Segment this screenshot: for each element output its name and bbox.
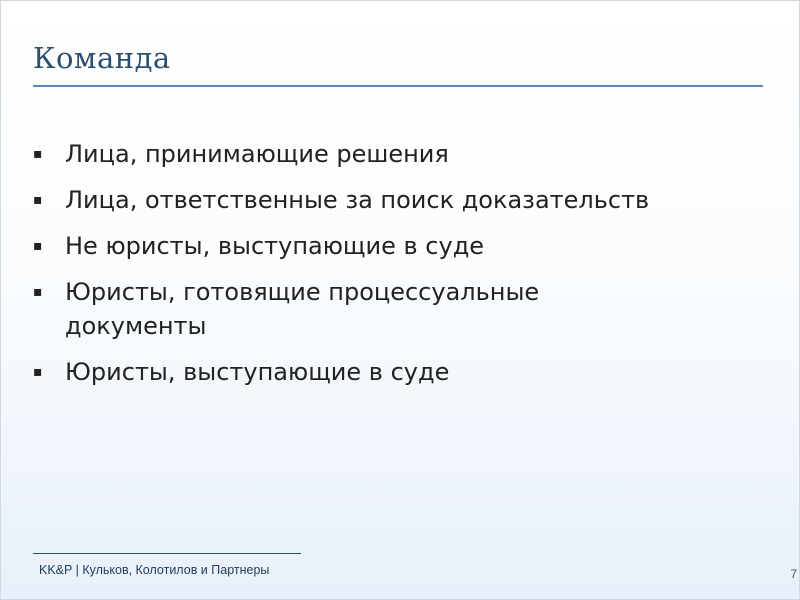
list-item	[31, 183, 761, 217]
list-item	[31, 355, 761, 389]
list-item	[31, 229, 761, 263]
title-divider	[33, 85, 763, 87]
bullet-list	[31, 137, 761, 401]
bullet-square-icon: ▪	[33, 146, 43, 162]
footer-company: KK&P | Кульков, Колотилов и Партнеры	[39, 563, 270, 577]
bullet-square-icon: ▪	[33, 238, 43, 254]
slide-title: Команда	[33, 41, 171, 75]
bullet-text: Не юристы, выступающие в суде	[65, 232, 485, 260]
bullet-text: Лица, принимающие решения	[65, 140, 449, 168]
bullet-square-icon: ▪	[33, 192, 43, 208]
footer-divider	[33, 553, 301, 554]
list-item	[31, 137, 761, 171]
list-item	[31, 275, 761, 343]
bullet-text: Юристы, готовящие процессуальные документы	[65, 278, 540, 340]
page-number: 7	[790, 567, 797, 581]
bullet-text: Лица, ответственные за поиск доказательств	[65, 186, 650, 214]
bullet-text: Юристы, выступающие в суде	[65, 358, 450, 386]
bullet-square-icon: ▪	[33, 364, 43, 380]
bullet-square-icon: ▪	[33, 284, 43, 300]
